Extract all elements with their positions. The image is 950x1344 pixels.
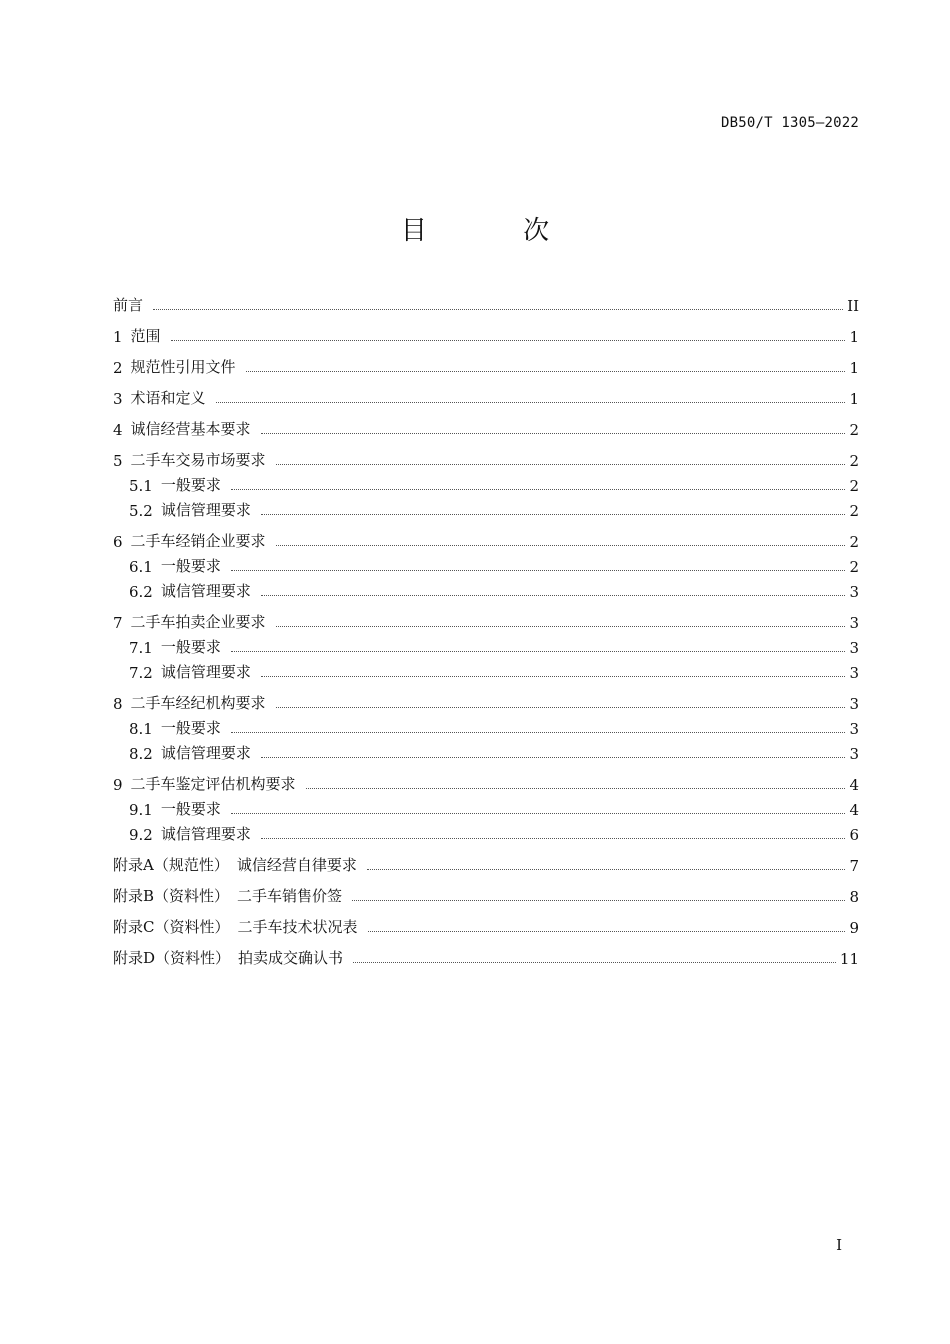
toc-leader-dots [231, 570, 846, 571]
toc-entry-label: 二手车经纪机构要求 [130, 694, 266, 712]
toc-leader-dots [246, 371, 846, 372]
toc-leader-dots [306, 788, 846, 789]
toc-entry[interactable] [113, 445, 859, 470]
toc-entry-label: 一般要求 [160, 719, 221, 737]
toc-entry-page: 2 [849, 421, 859, 439]
toc-title: 目 次 [400, 216, 594, 246]
toc-entry-number: 9.1 [129, 801, 153, 819]
toc-entry-label: 诚信管理要求 [160, 825, 251, 843]
toc-entry[interactable] [113, 576, 859, 601]
toc-leader-dots [231, 732, 846, 733]
toc-entry-number: 8.2 [129, 745, 153, 763]
toc-entry-number: 7 [113, 614, 123, 632]
toc-leader-dots [171, 340, 846, 341]
toc-entry-number: 8.1 [129, 720, 153, 738]
toc-entry[interactable] [113, 688, 859, 713]
toc-entry-label: 二手车经销企业要求 [130, 532, 266, 550]
toc-entry[interactable] [113, 470, 859, 495]
toc-entry-page: 4 [849, 776, 859, 794]
document-code: DB50/T 1305—2022 [720, 115, 859, 131]
toc-entry[interactable] [113, 819, 859, 844]
toc-entry-label: 诚信经营基本要求 [130, 420, 251, 438]
toc-entry[interactable] [113, 495, 859, 520]
toc-entry-page: 3 [849, 745, 859, 763]
toc-entry-number: 8 [113, 695, 123, 713]
toc-entry[interactable] [113, 657, 859, 682]
toc-leader-dots [231, 813, 846, 814]
toc-entry-page: 6 [849, 826, 859, 844]
toc-entry-number: 7.1 [129, 639, 153, 657]
toc-entry-label: 一般要求 [160, 638, 221, 656]
toc-entry-label: 诚信管理要求 [160, 501, 251, 519]
toc-entry-page: 4 [849, 801, 859, 819]
toc-leader-dots [353, 962, 836, 963]
toc-entry-label: 拍卖成交确认书 [238, 949, 344, 967]
toc-entry[interactable] [113, 526, 859, 551]
toc-entry-page: 1 [849, 359, 859, 377]
toc-entry-page: 1 [849, 390, 859, 408]
toc-entry-number: 1 [113, 328, 123, 346]
toc-entry[interactable] [113, 551, 859, 576]
page-number: I [836, 1236, 842, 1254]
table-of-contents [113, 290, 859, 968]
toc-entry-page: 3 [849, 614, 859, 632]
toc-leader-dots [352, 900, 845, 901]
toc-entry-label: 诚信经营自律要求 [236, 856, 357, 874]
toc-leader-dots [261, 757, 846, 758]
toc-entry-number: 9 [113, 776, 123, 794]
toc-entry[interactable] [113, 632, 859, 657]
toc-entry-label: 二手车拍卖企业要求 [130, 613, 266, 631]
toc-entry[interactable] [113, 607, 859, 632]
toc-leader-dots [231, 651, 846, 652]
toc-leader-dots [276, 545, 846, 546]
toc-entry[interactable] [113, 881, 859, 906]
toc-entry-page: 9 [849, 919, 859, 937]
toc-entry[interactable] [113, 794, 859, 819]
toc-leader-dots [276, 707, 846, 708]
toc-entry-page: 2 [849, 452, 859, 470]
toc-entry-page: 3 [849, 695, 859, 713]
toc-entry[interactable] [113, 713, 859, 738]
toc-entry-page: 3 [849, 720, 859, 738]
toc-entry-label: 二手车交易市场要求 [130, 451, 266, 469]
toc-entry-page: 3 [849, 664, 859, 682]
toc-leader-dots [231, 489, 846, 490]
toc-entry-number: 6 [113, 533, 123, 551]
toc-entry-page: 2 [849, 533, 859, 551]
toc-entry-number: 4 [113, 421, 123, 439]
toc-entry[interactable] [113, 290, 859, 315]
toc-leader-dots [216, 402, 846, 403]
toc-entry-number: 3 [113, 390, 123, 408]
toc-entry-number: 附录B（资料性） [113, 887, 230, 905]
toc-entry-number: 5.2 [129, 502, 153, 520]
toc-leader-dots [261, 676, 846, 677]
toc-entry[interactable] [113, 769, 859, 794]
toc-entry[interactable] [113, 912, 859, 937]
toc-entry-label: 范围 [130, 327, 161, 345]
toc-leader-dots [261, 514, 846, 515]
toc-entry-number: 6.1 [129, 558, 153, 576]
toc-leader-dots [261, 838, 846, 839]
toc-leader-dots [261, 595, 846, 596]
toc-entry-number: 附录C（资料性） [113, 918, 230, 936]
toc-leader-dots [261, 433, 846, 434]
toc-leader-dots [153, 309, 843, 310]
toc-leader-dots [368, 931, 846, 932]
toc-entry[interactable] [113, 321, 859, 346]
toc-entry-number: 2 [113, 359, 123, 377]
toc-entry-number: 6.2 [129, 583, 153, 601]
toc-entry[interactable] [113, 383, 859, 408]
toc-entry-page: 8 [849, 888, 859, 906]
toc-entry-page: 2 [849, 558, 859, 576]
toc-entry-page: 3 [849, 639, 859, 657]
toc-entry-label: 一般要求 [160, 557, 221, 575]
toc-entry-label: 二手车技术状况表 [237, 918, 358, 936]
toc-entry-label: 一般要求 [160, 800, 221, 818]
toc-entry[interactable] [113, 352, 859, 377]
toc-entry-number: 9.2 [129, 826, 153, 844]
toc-entry-number: 5 [113, 452, 123, 470]
toc-leader-dots [367, 869, 846, 870]
toc-entry[interactable] [113, 738, 859, 763]
toc-entry[interactable] [113, 850, 859, 875]
toc-entry-label: 二手车销售价签 [237, 887, 343, 905]
toc-entry-label: 一般要求 [160, 476, 221, 494]
toc-entry-label: 诚信管理要求 [160, 582, 251, 600]
toc-entry-page: II [847, 297, 859, 315]
toc-leader-dots [276, 626, 846, 627]
toc-entry-page: 1 [849, 328, 859, 346]
toc-entry-page: 3 [849, 583, 859, 601]
toc-entry-number: 附录A（规范性） [113, 856, 229, 874]
toc-entry-label: 规范性引用文件 [130, 358, 236, 376]
toc-entry-number: 5.1 [129, 477, 153, 495]
toc-entry-page: 7 [849, 857, 859, 875]
toc-entry-number: 附录D（资料性） [113, 949, 231, 967]
toc-entry[interactable] [113, 414, 859, 439]
toc-leader-dots [276, 464, 846, 465]
toc-entry-label: 二手车鉴定评估机构要求 [130, 775, 296, 793]
toc-entry-page: 11 [839, 950, 859, 968]
toc-entry-label: 诚信管理要求 [160, 663, 251, 681]
toc-entry-page: 2 [849, 502, 859, 520]
toc-entry-label: 术语和定义 [130, 389, 206, 407]
toc-entry[interactable] [113, 943, 859, 968]
toc-entry-label: 前言 [113, 296, 144, 314]
toc-entry-page: 2 [849, 477, 859, 495]
toc-entry-label: 诚信管理要求 [160, 744, 251, 762]
toc-entry-number: 7.2 [129, 664, 153, 682]
